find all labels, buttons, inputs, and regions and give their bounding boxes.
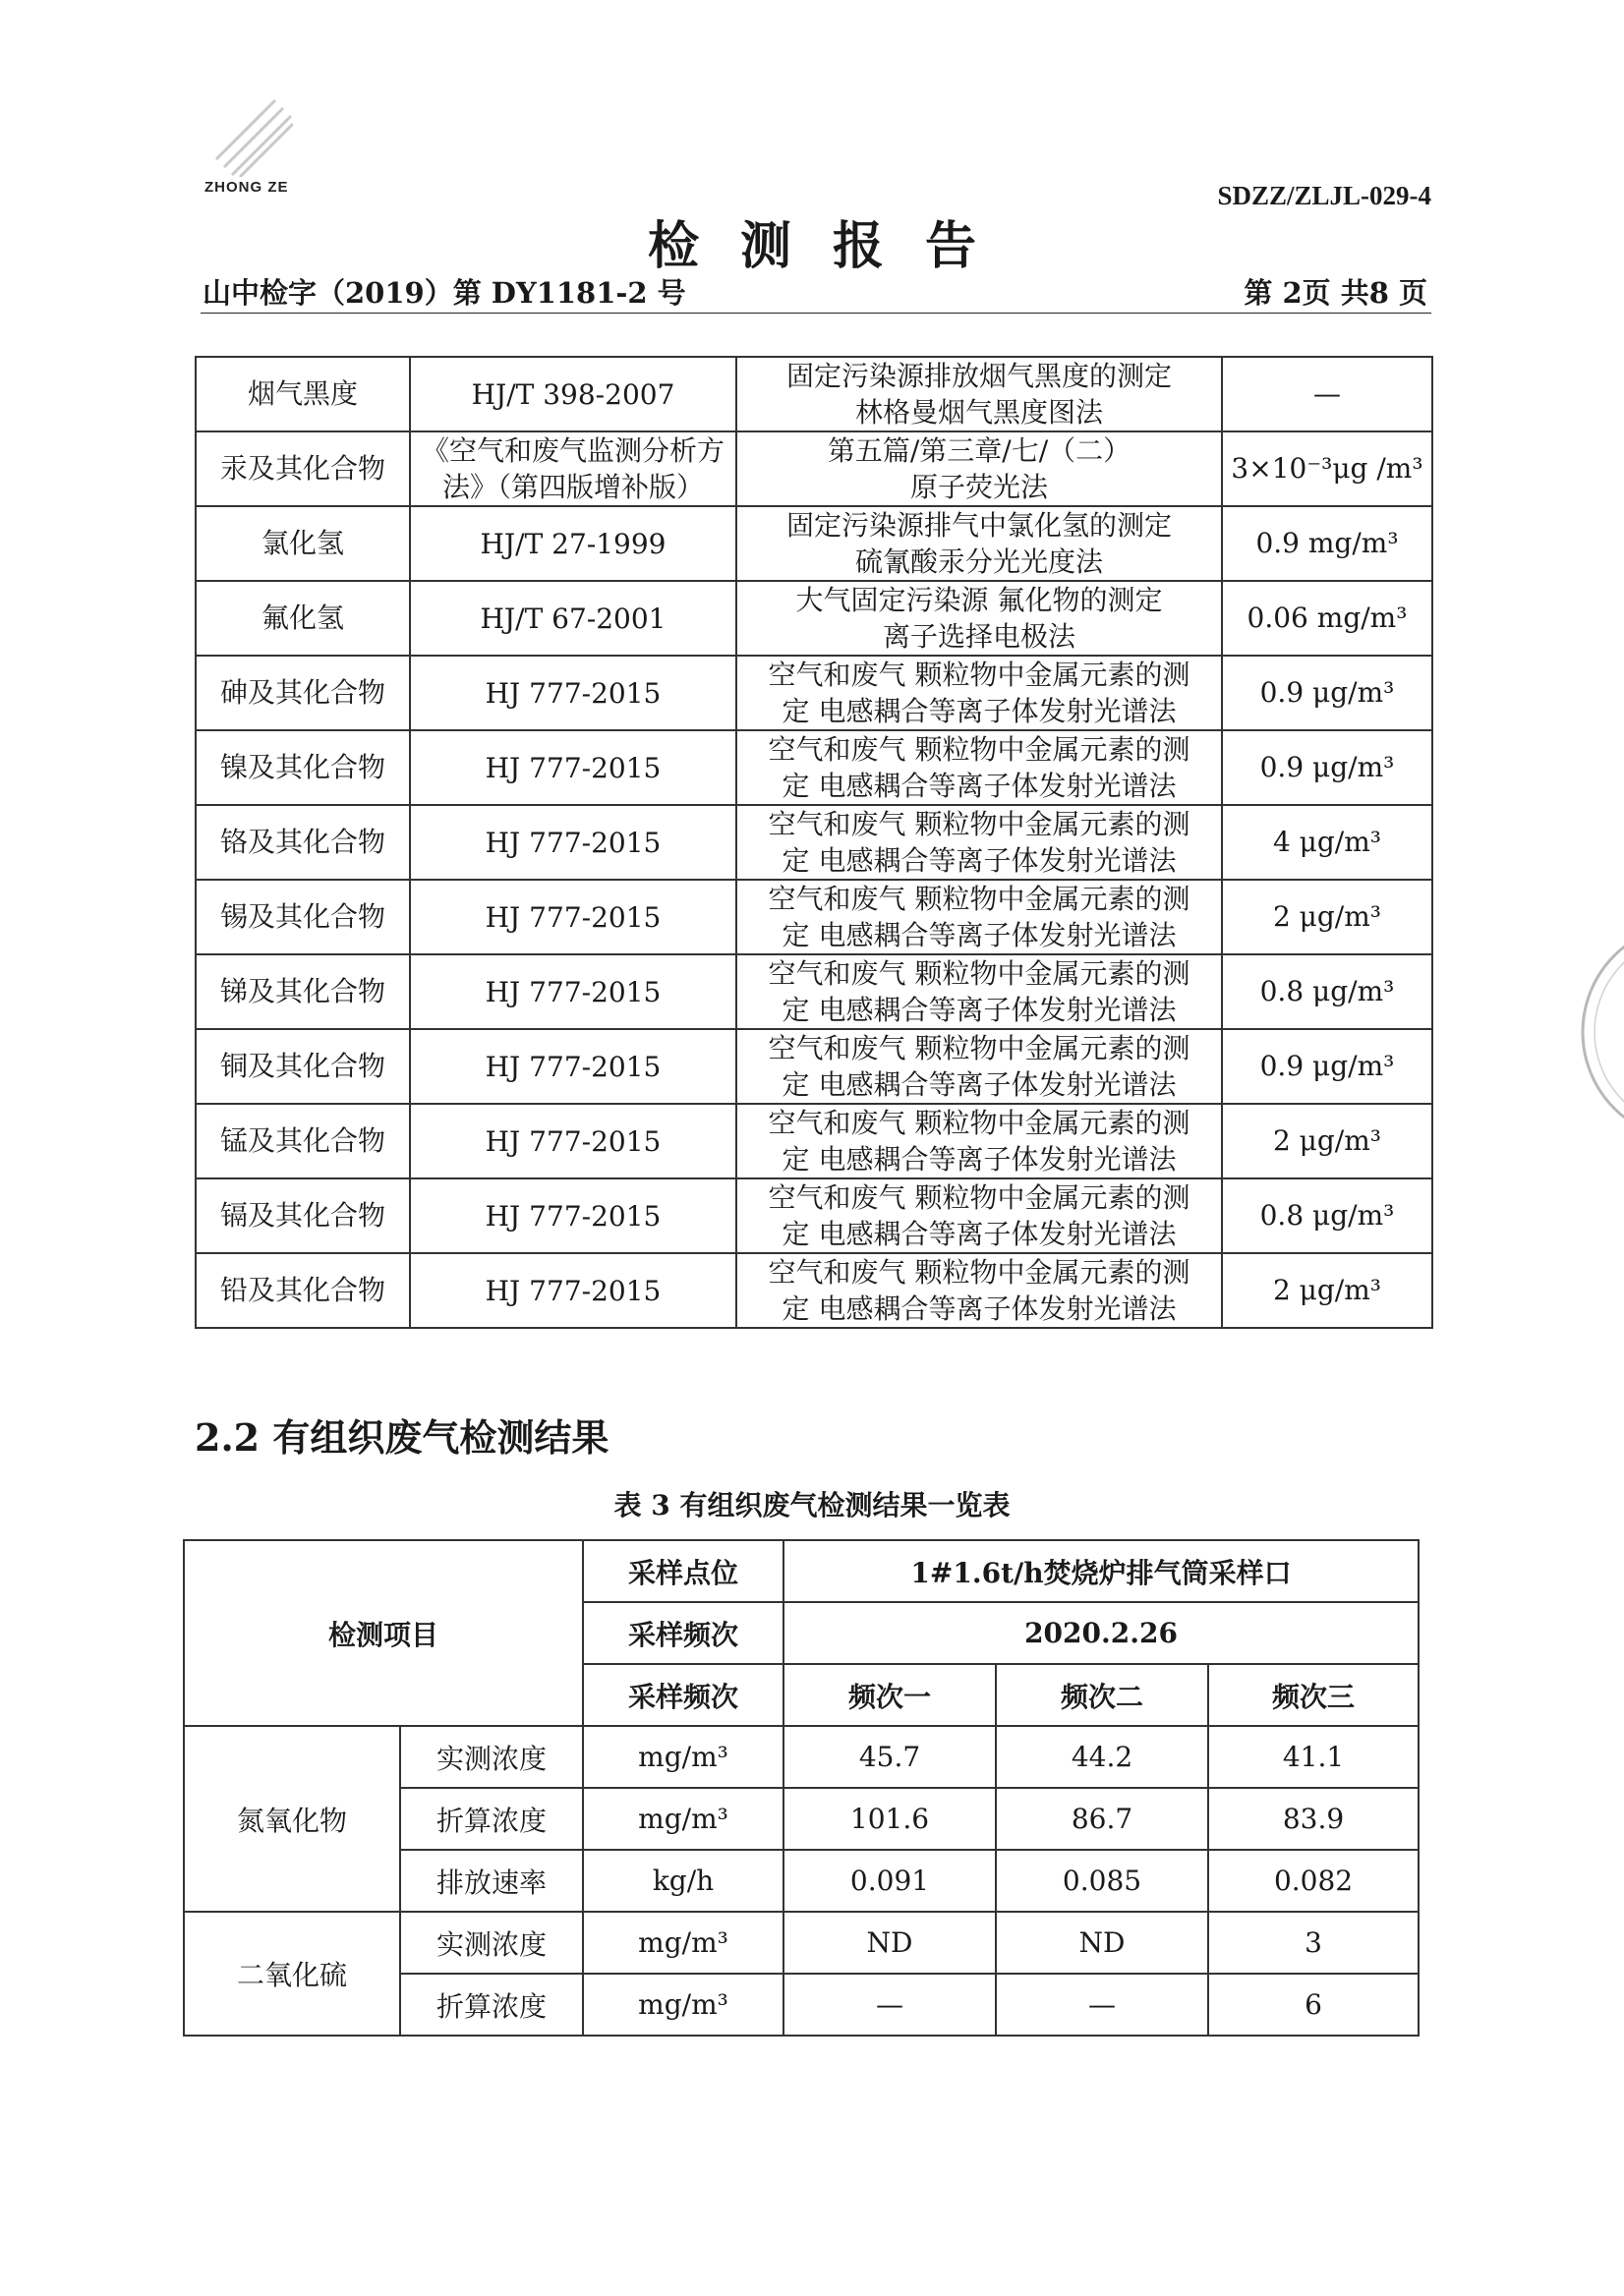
standard-cell: HJ 777-2015	[410, 805, 736, 880]
method-line-1: 空气和废气 颗粒物中金属元素的测	[768, 659, 1190, 691]
table-caption: 表 3 有组织废气检测结果一览表	[613, 1489, 1011, 1521]
value-cell: 44.2	[996, 1726, 1208, 1788]
document-code: SDZZ/ZLJL-029-4	[1217, 181, 1431, 210]
table-row	[196, 431, 1432, 506]
section-heading: 2.2 有组织废气检测结果	[195, 1415, 609, 1460]
value-cell: ND	[996, 1912, 1208, 1974]
page-title: 检测报告	[647, 216, 1017, 276]
value-cell: 0.085	[996, 1850, 1208, 1912]
param-cell: 折算浓度	[400, 1788, 583, 1850]
param-cell: 排放速率	[400, 1850, 583, 1912]
method-line-2: 定 电感耦合等离子体发射光谱法	[782, 1292, 1177, 1325]
pollutant-name: 二氧化硫	[184, 1912, 400, 2036]
item-cell: 镍及其化合物	[196, 730, 410, 805]
method-line-2: 原子荧光法	[909, 471, 1048, 503]
unit-cell: mg/m³	[583, 1912, 783, 1974]
value-cell: —	[783, 1974, 996, 2036]
item-header: 检测项目	[184, 1540, 583, 1726]
table-row	[184, 1726, 1419, 1788]
limit-cell: 3×10⁻³μg /m³	[1222, 431, 1432, 506]
unit-cell: kg/h	[583, 1850, 783, 1912]
limit-cell: 0.9 μg/m³	[1222, 656, 1432, 730]
method-cell	[736, 506, 1222, 581]
method-line-2: 离子选择电极法	[882, 620, 1075, 653]
value-cell: 41.1	[1208, 1726, 1419, 1788]
table-row	[196, 1178, 1432, 1253]
method-cell	[736, 581, 1222, 656]
table-row	[196, 730, 1432, 805]
item-cell: 烟气黑度	[196, 357, 410, 431]
table-row	[196, 656, 1432, 730]
item-cell: 氟化氢	[196, 581, 410, 656]
freq-label: 采样频次	[583, 1664, 783, 1726]
point-value: 1#1.6t/h焚烧炉排气筒采样口	[783, 1540, 1419, 1602]
standard-cell: 《空气和废气监测分析方法》（第四版增补版）	[410, 431, 736, 506]
table-row	[196, 954, 1432, 1029]
freq-1-header: 频次一	[783, 1664, 996, 1726]
method-line-2: 林格曼烟气黑度图法	[854, 396, 1103, 429]
methods-table-body	[196, 357, 1432, 1328]
value-cell: 3	[1208, 1912, 1419, 1974]
item-cell: 铅及其化合物	[196, 1253, 410, 1328]
table-row	[184, 1912, 1419, 1974]
point-label: 采样点位	[583, 1540, 783, 1602]
limit-cell: 2 μg/m³	[1222, 880, 1432, 954]
standard-cell: HJ 777-2015	[410, 730, 736, 805]
item-cell: 汞及其化合物	[196, 431, 410, 506]
item-cell: 铜及其化合物	[196, 1029, 410, 1104]
standard-cell: HJ 777-2015	[410, 1178, 736, 1253]
method-line-2: 定 电感耦合等离子体发射光谱法	[782, 1143, 1177, 1176]
freq-2-header: 频次二	[996, 1664, 1208, 1726]
method-cell	[736, 1104, 1222, 1178]
item-cell: 锑及其化合物	[196, 954, 410, 1029]
limit-cell: 0.9 mg/m³	[1222, 506, 1432, 581]
standard-cell: HJ/T 398-2007	[410, 357, 736, 431]
method-line-1: 空气和废气 颗粒物中金属元素的测	[768, 808, 1190, 840]
item-cell: 铬及其化合物	[196, 805, 410, 880]
freq-3-header: 频次三	[1208, 1664, 1419, 1726]
limit-cell: 2 μg/m³	[1222, 1253, 1432, 1328]
date-value: 2020.2.26	[783, 1602, 1419, 1664]
item-cell: 锡及其化合物	[196, 880, 410, 954]
standard-cell: HJ 777-2015	[410, 954, 736, 1029]
param-cell: 实测浓度	[400, 1912, 583, 1974]
limit-cell: 0.06 mg/m³	[1222, 581, 1432, 656]
method-line-1: 固定污染源排放烟气黑度的测定	[785, 360, 1172, 392]
method-line-1: 固定污染源排气中氯化氢的测定	[785, 509, 1172, 542]
value-cell: 0.091	[783, 1850, 996, 1912]
standard-cell: HJ 777-2015	[410, 880, 736, 954]
table-row	[196, 1253, 1432, 1328]
limit-cell: 0.8 μg/m³	[1222, 1178, 1432, 1253]
unit-cell: mg/m³	[583, 1974, 783, 2036]
value-cell: 45.7	[783, 1726, 996, 1788]
param-cell: 折算浓度	[400, 1974, 583, 2036]
pollutant-name: 氮氧化物	[184, 1726, 400, 1912]
standard-cell: HJ 777-2015	[410, 1029, 736, 1104]
item-cell: 锰及其化合物	[196, 1104, 410, 1178]
table-row	[196, 581, 1432, 656]
company-logo	[197, 98, 295, 206]
standard-cell: HJ 777-2015	[410, 656, 736, 730]
method-line-1: 第五篇/第三章/七/（二）	[827, 434, 1131, 467]
table-row	[196, 1029, 1432, 1104]
logo-text: ZHONG ZE	[204, 179, 289, 196]
limit-cell: 2 μg/m³	[1222, 1104, 1432, 1178]
page-info: 第 2页 共8 页	[1244, 276, 1427, 310]
method-cell	[736, 1178, 1222, 1253]
standard-cell: HJ/T 27-1999	[410, 506, 736, 581]
method-cell	[736, 431, 1222, 506]
method-line-1: 空气和废气 颗粒物中金属元素的测	[768, 1107, 1190, 1139]
item-cell: 氯化氢	[196, 506, 410, 581]
methods-table	[195, 356, 1433, 1329]
limit-cell: 4 μg/m³	[1222, 805, 1432, 880]
table-row	[196, 880, 1432, 954]
limit-cell: —	[1222, 357, 1432, 431]
value-cell: 101.6	[783, 1788, 996, 1850]
table-row	[196, 1104, 1432, 1178]
method-cell	[736, 805, 1222, 880]
standard-cell: HJ 777-2015	[410, 1253, 736, 1328]
seal-stamp-icon	[1573, 885, 1624, 1179]
method-cell	[736, 357, 1222, 431]
item-cell: 砷及其化合物	[196, 656, 410, 730]
logo-stripes-icon	[214, 98, 293, 177]
value-cell: 83.9	[1208, 1788, 1419, 1850]
method-cell	[736, 656, 1222, 730]
param-cell: 实测浓度	[400, 1726, 583, 1788]
header-divider	[201, 313, 1431, 314]
method-line-1: 大气固定污染源 氟化物的测定	[795, 584, 1163, 616]
method-line-1: 空气和废气 颗粒物中金属元素的测	[768, 957, 1190, 990]
value-cell: —	[996, 1974, 1208, 2036]
method-cell	[736, 1253, 1222, 1328]
limit-cell: 0.9 μg/m³	[1222, 730, 1432, 805]
method-line-2: 硫氰酸汞分光光度法	[854, 545, 1103, 578]
table-row	[196, 357, 1432, 431]
value-cell: 6	[1208, 1974, 1419, 2036]
method-line-1: 空气和废气 颗粒物中金属元素的测	[768, 733, 1190, 766]
method-cell	[736, 730, 1222, 805]
standard-cell: HJ 777-2015	[410, 1104, 736, 1178]
method-line-2: 定 电感耦合等离子体发射光谱法	[782, 1218, 1177, 1250]
table-row	[196, 805, 1432, 880]
method-cell	[736, 1029, 1222, 1104]
limit-cell: 0.9 μg/m³	[1222, 1029, 1432, 1104]
method-line-2: 定 电感耦合等离子体发射光谱法	[782, 1068, 1177, 1101]
method-cell	[736, 954, 1222, 1029]
method-line-2: 定 电感耦合等离子体发射光谱法	[782, 844, 1177, 877]
method-line-2: 定 电感耦合等离子体发射光谱法	[782, 695, 1177, 727]
method-line-1: 空气和废气 颗粒物中金属元素的测	[768, 1032, 1190, 1064]
results-table	[183, 1539, 1420, 2037]
table-row	[196, 506, 1432, 581]
method-line-1: 空气和废气 颗粒物中金属元素的测	[768, 1181, 1190, 1214]
value-cell: ND	[783, 1912, 996, 1974]
value-cell: 86.7	[996, 1788, 1208, 1850]
method-line-1: 空气和废气 颗粒物中金属元素的测	[768, 883, 1190, 915]
method-line-2: 定 电感耦合等离子体发射光谱法	[782, 919, 1177, 951]
limit-cell: 0.8 μg/m³	[1222, 954, 1432, 1029]
standard-cell: HJ/T 67-2001	[410, 581, 736, 656]
table-row	[184, 1540, 1419, 1602]
unit-cell: mg/m³	[583, 1726, 783, 1788]
method-cell	[736, 880, 1222, 954]
freq-label: 采样频次	[583, 1602, 783, 1664]
unit-cell: mg/m³	[583, 1788, 783, 1850]
method-line-1: 空气和废气 颗粒物中金属元素的测	[768, 1256, 1190, 1289]
method-line-2: 定 电感耦合等离子体发射光谱法	[782, 770, 1177, 802]
value-cell: 0.082	[1208, 1850, 1419, 1912]
method-line-2: 定 电感耦合等离子体发射光谱法	[782, 994, 1177, 1026]
report-number: 山中检字（2019）第 DY1181-2 号	[203, 276, 686, 310]
item-cell: 镉及其化合物	[196, 1178, 410, 1253]
